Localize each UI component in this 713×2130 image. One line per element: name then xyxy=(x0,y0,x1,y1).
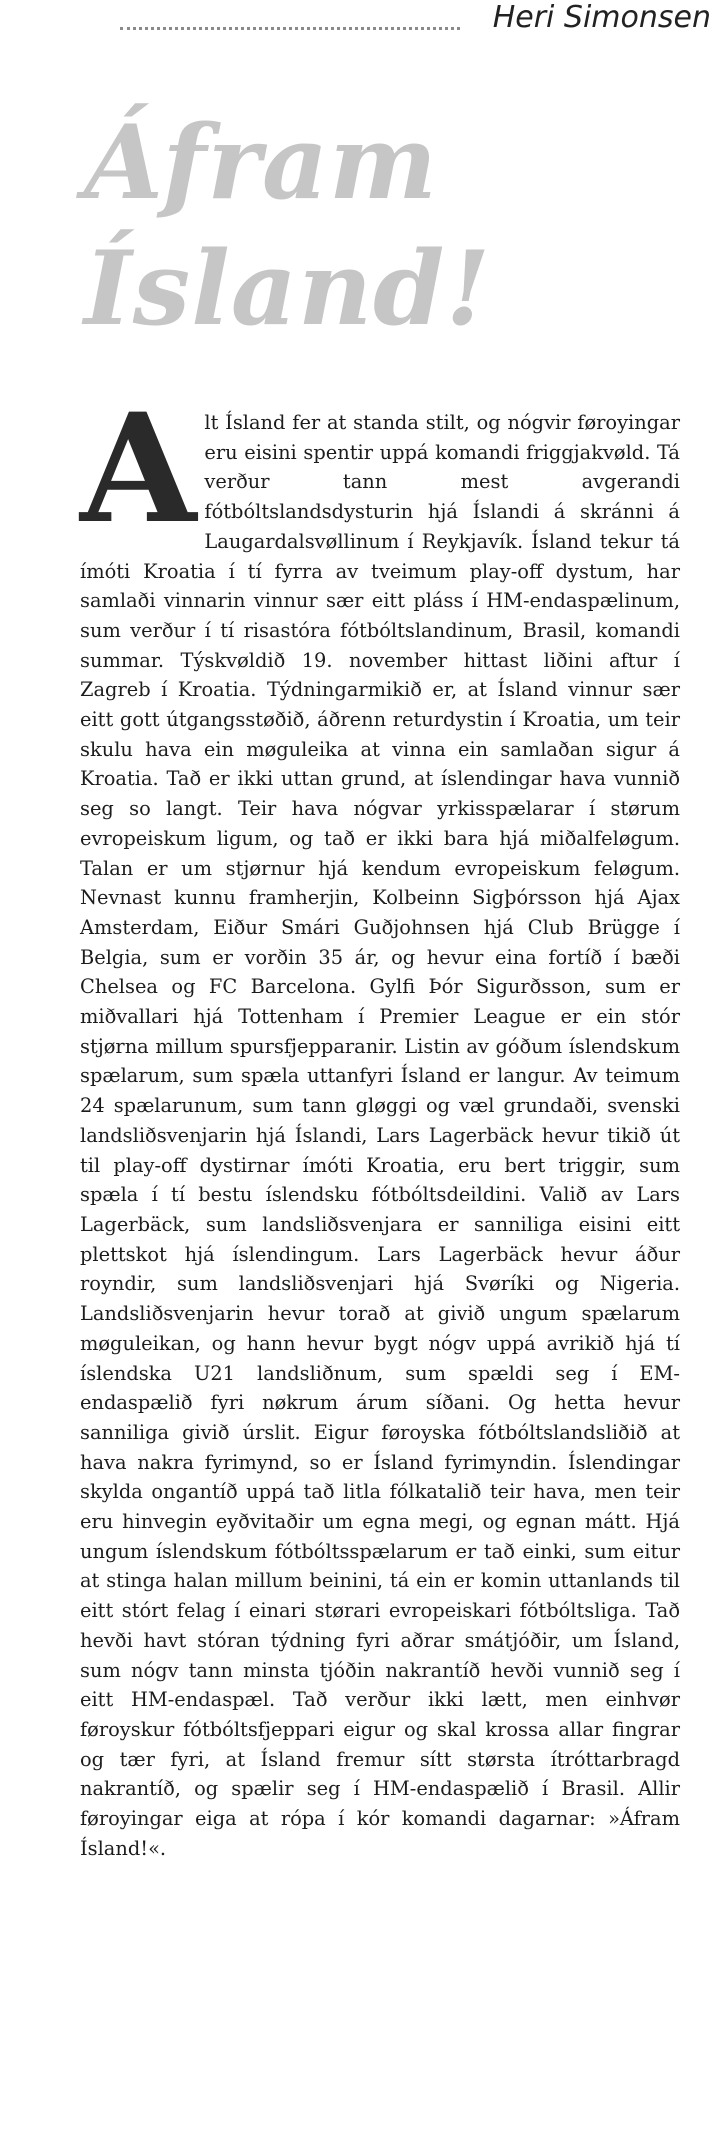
author-byline: Heri Simonsen xyxy=(492,0,711,35)
headline-line-1: Áfram xyxy=(84,103,438,223)
headline xyxy=(84,100,704,352)
byline-divider xyxy=(120,27,460,30)
headline-line-2: Ísland! xyxy=(84,229,492,349)
article-text: lt Ísland fer at standa stilt, og nógvir føroyingar eru eisini spentir uppá komandi friggjakvøld. Tá verður tann mest avgerandi fótbóltslandsdysturin hjá Íslandi á skránni á Laugardalsvøllinum í Reykjavík. Ísland tekur tá ímóti Kroatia í tí fyrra av tveimum play-off dystum, har samlaði vinnarin vinnur sær eitt pláss í HM-endaspælinum, sum verður í tí risastóra fótbóltslandinum, Brasil, komandi summar. Týskvøldið 19. november hittast liðini aftur í Zagreb í Kroatia. Týdningarmikið er, at Ísland vinnur sær eitt gott útgangsstøðið, áðrenn returdystin í Kroatia, um teir skulu hava ein møguleika at vinna ein samlaðan sigur á Kroatia. Tað er ikki uttan grund, at íslendingar hava vunnið seg so langt. Teir hava nógvar yrkisspælarar í størum evropeiskum ligum, og tað er ikki bara hjá miðalfeløgum. Talan er um stjørnur hjá kendum evropeiskum feløgum. Nevnast kunnu framherjin, Kolbeinn Sigþórsson hjá Ajax Amsterdam, Eiður Smári Guðjohnsen hjá Club Brügge í Belgia, sum er vorðin 35 ár, og hevur eina fortíð í bæði Chelsea og FC Barcelona. Gylfi Þór Sigurðsson, sum er miðvallari hjá Tottenham í Premier League er ein stór stjørna millum spursfjepparanir. Listin av góðum íslendskum spælarum, sum spæla uttanfyri Ísland er langur. Av teimum 24 spælarunum, sum tann gløggi og væl grundaði, svenski landsliðsvenjarin hjá Íslandi, Lars Lagerbäck hevur tikið út til play-off dystirnar ímóti Kroatia, eru bert triggir, sum spæla í tí bestu íslendsku fótbóltsdeildini. Valið av Lars Lagerbäck, sum landsliðsvenjara er sanniliga eisini eitt plettskot hjá íslendingum. Lars Lagerbäck hevur áður royndir, sum landsliðsvenjari hjá Svøríki og Nigeria. Landsliðsvenjarin hevur torað at givið ungum spælarum møguleikan, og hann hevur bygt nógv uppá avrikið hjá tí íslendska U21 landsliðnum, sum spældi seg í EM-endaspælið fyri nøkrum árum síðani. Og hetta hevur sanniliga givið úrslit. Eigur føroyska fótbóltslandsliðið at hava nakra fyrimynd, so er Ísland fyrimyndin. Íslendingar skylda ongantíð uppá tað litla fólkatalið teir hava, men teir eru hinvegin eyðvitaðir um egna megi, og egnan mátt. Hjá ungum íslendskum fótbóltsspælarum er tað einki, sum eitur at stinga halan millum beinini, tá ein er komin uttanlands til eitt stórt felag í einari størari evropeiskari fótbóltsliga. Tað hevði havt stóran týdning fyri aðrar smátjóðir, um Ísland, sum nógv tann minsta tjóðin nakrantíð hevði vunnið seg í eitt HM-endaspæl. Tað verður ikki lætt, men einhvør føroyskur fótbóltsfjeppari eigur og skal krossa allar fingrar og tær fyri, at Ísland fremur sítt størsta ítróttarbragd nakrantíð, og spælir seg í HM-endaspælið í Brasil. Allir føroyingar eiga at rópa í kór komandi dagarnar: »Áfram Ísland!«. xyxy=(80,411,680,1860)
drop-cap: A xyxy=(80,381,197,557)
article-body xyxy=(80,381,680,1863)
